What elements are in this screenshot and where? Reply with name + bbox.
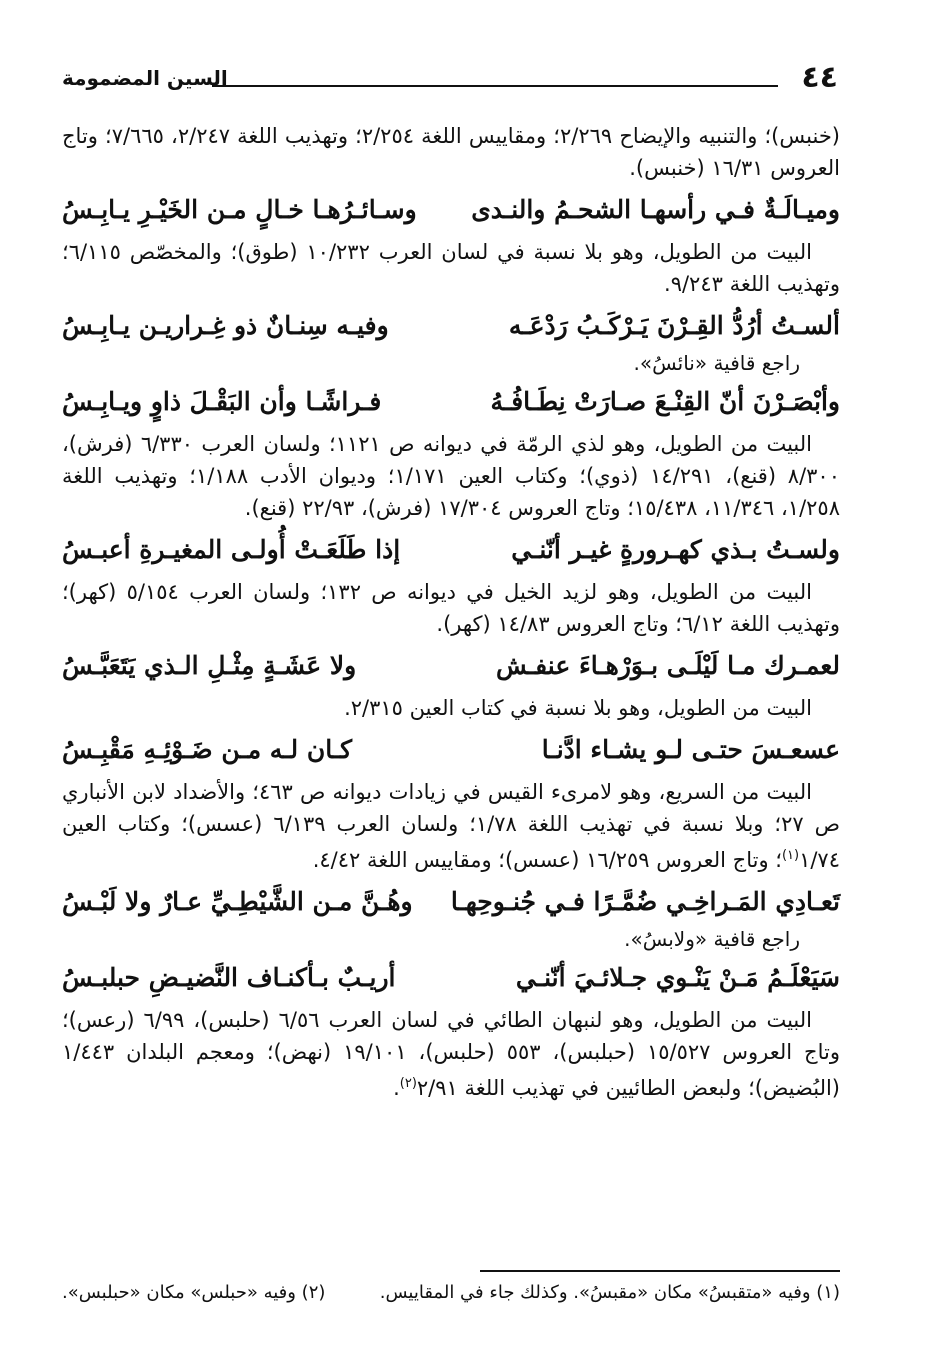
rhyme-reference: راجع قافية «نائسُ». — [633, 351, 800, 375]
document-page — [62, 58, 840, 1318]
verse-first-hemistich: وميـالَـةٌ فـي رأسهـا الشحـمُ والنـدى — [471, 195, 840, 224]
footnote-rule — [480, 1270, 840, 1272]
verse-second-hemistich: كـان لـه مـن ضَـوْئِـهِ مَقْبِـسُ — [62, 735, 353, 764]
paragraph-text-tail: ؛ وتاج العروس ١٦/٢٥٩ (عسس)؛ ومقاييس اللغة ٤/٤٢. — [312, 848, 782, 872]
footnotes — [62, 1270, 840, 1308]
page-number: ٤٤ — [801, 60, 838, 95]
page-body — [62, 120, 840, 1110]
verse-first-hemistich: سَيَعْلَـمُ مَـنْ يَنْـوي جـلائـيَ أنّنـي — [515, 963, 840, 992]
verse-second-hemistich: ولا عَشَـةٍ مِثْـلِ الـذي يَتَعَبَّـسُ — [62, 651, 357, 680]
verse-first-hemistich: تَعـادِي المَـراخِـي ضُمَّـرًا فـي جُنـوحِهـا — [450, 887, 840, 916]
verse-second-hemistich: إذا طَلَعَـتْ أُولـى المغيـرةِ أعبـسُ — [62, 535, 401, 564]
paragraph-text: البيت من الطويل، وهو لزيد الخيل في ديوانه ص ١٣٢؛ ولسان العرب ٥/١٥٤ (كهر)؛ وتهذيب اللغة ٦/١٢؛ وتاج العروس ١٤/٨٣ (كهر). — [62, 580, 840, 636]
footnote-1: (١) وفيه «متقبسُ» مكان «مقبسُ». وكذلك جاء في المقاييس. — [379, 1282, 840, 1303]
verse-second-hemistich: أريـبٌ بـأكنـاف النَّضيـضِ حبلبـسُ — [62, 963, 396, 992]
paragraph-text: البيت من الطويل، وهو لنبهان الطائي في لسان العرب ٦/٥٦ (حلبس)، ٦/٩٩ (رعس)؛ وتاج العروس ١٥/٥٢٧ (حبلبس)، ٥٥٣ (حلبس)، ١٩/١٠١ (نهض)؛ ومعجم البلدان ١/٤٤٣ (البُضيض)؛ ولبعض الطائيين في تهذيب اللغة ٢/٩١ — [62, 1008, 840, 1100]
page-header — [62, 58, 840, 98]
verse-second-hemistich: وسـائـرُهـا خـالٍ مـن الخَيْـرِ يـابِـسُ — [62, 195, 417, 224]
header-rule — [212, 85, 778, 87]
verse-second-hemistich: وهُـنَّ مـن الشَّيْطِـيِّ عـارٌ ولا لَبْـسُ — [62, 887, 413, 916]
verse-line — [62, 530, 840, 570]
commentary-paragraph — [62, 428, 840, 524]
commentary-paragraph — [62, 1004, 840, 1104]
verse-line — [62, 382, 840, 422]
verse-line — [62, 190, 840, 230]
paragraph-text: البيت من الطويل، وهو بلا نسبة في كتاب العين ٢/٣١٥. — [344, 696, 812, 720]
paragraph-text: (خنبس)؛ والتنبيه والإيضاح ٢/٢٦٩؛ ومقاييس اللغة ٢/٢٥٤؛ وتهذيب اللغة ٢/٢٤٧، ٧/٦٦٥؛ وتاج العروس ١٦/٣١ (خنبس). — [62, 124, 840, 180]
verse-second-hemistich: فـراشًـا وأن البَقْـلَ ذاوٍ ويـابِـسُ — [62, 387, 382, 416]
commentary-paragraph — [62, 692, 840, 724]
verse-line — [62, 958, 840, 998]
verse-first-hemistich: عسعـسَ حتـى لـو يشـاء ادَّنـا — [541, 735, 840, 764]
commentary-paragraph — [62, 776, 840, 876]
verse-line — [62, 646, 840, 686]
footnote-2: (٢) وفيه «حبلس» مكان «حبلبس». — [62, 1282, 326, 1303]
verse-first-hemistich: ولسـتُ بـذي كهـرورةٍ غيـر أنّنـي — [511, 535, 840, 564]
paragraph-text: البيت من الطويل، وهو بلا نسبة في لسان العرب ١٠/٢٣٢ (طوق)؛ والمخصّص ٦/١١٥؛ وتهذيب اللغة ٩/٢٤٣. — [62, 240, 840, 296]
verse-line — [62, 306, 840, 346]
verse-first-hemistich: ألسـتُ أرُدُّ القِـرْنَ يَـرْكَـبُ رَدْعَـه — [508, 311, 840, 340]
paragraph-text: البيت من السريع، وهو لامرىء القيس في زيادات ديوانه ص ٤٦٣؛ والأضداد لابن الأنباري ص ٢٧؛ وبلا نسبة في تهذيب اللغة ١/٧٨؛ ولسان العرب ٦/١٣٩ (عسس)؛ وكتاب العين ١/٧٤ — [62, 780, 840, 872]
paragraph-text-tail: . — [393, 1076, 400, 1100]
verse-line — [62, 730, 840, 770]
commentary-paragraph — [62, 120, 840, 184]
verse-first-hemistich: وأبْصَـرْنَ أنّ القِنْـعَ صـارَتْ نِطَـافُـهُ — [490, 387, 840, 416]
commentary-paragraph — [62, 236, 840, 300]
verse-line — [62, 882, 840, 922]
footnote-marker: (١) — [781, 848, 800, 863]
verse-first-hemistich: لعمـرك مـا لَيْلَـى بـوَرْهـاءَ عنفـش — [495, 651, 840, 680]
footnote-marker: (٢) — [399, 1076, 417, 1091]
verse-second-hemistich: وفيـه سِنـانٌ ذو غِـراريـن يـابِـسُ — [62, 311, 389, 340]
running-title: السين المضمومة — [62, 66, 228, 90]
commentary-paragraph — [62, 576, 840, 640]
paragraph-text: البيت من الطويل، وهو لذي الرمّة في ديوانه ص ١١٢١؛ ولسان العرب ٦/٣٣٠ (فرش)، ٨/٣٠٠ (قنع)، ١٤/٢٩١ (ذوي)؛ وكتاب العين ١/١٧١؛ وديوان الأدب ١/١٨٨؛ وتهذيب اللغة ١/٢٥٨، ١١/٣٤٦، ١٥/٤٣٨؛ وتاج العروس ١٧/٣٠٤ (فرش)، ٢٢/٩٣ (قنع). — [62, 432, 840, 520]
rhyme-reference: راجع قافية «ولابسُ». — [624, 927, 800, 951]
